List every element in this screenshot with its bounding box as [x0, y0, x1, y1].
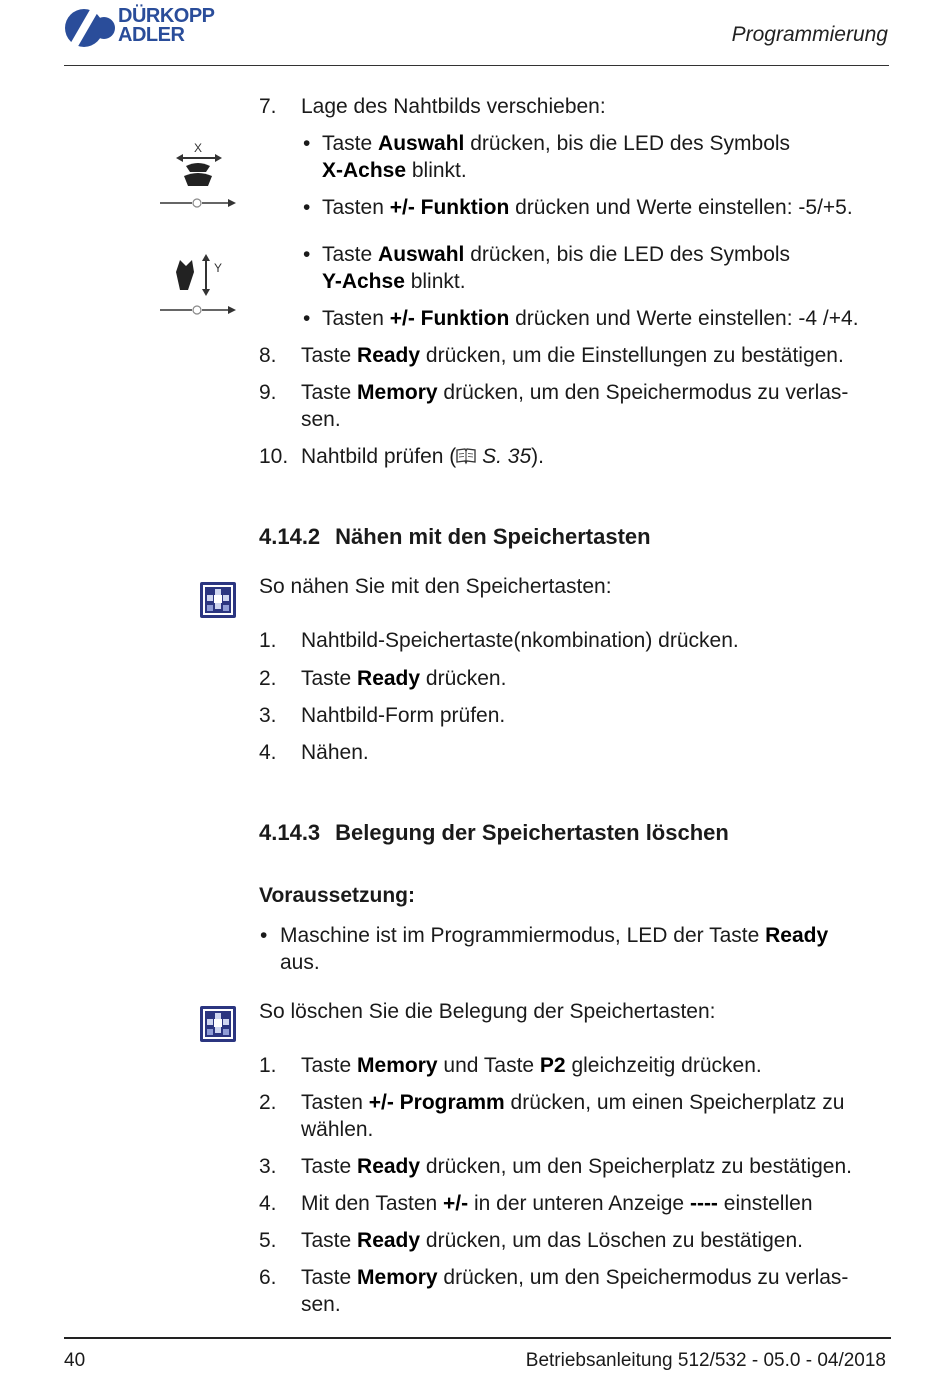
bullet-marker: • [303, 243, 311, 266]
step-number: 3. [259, 1155, 277, 1178]
step-text: Nähen. [301, 741, 369, 764]
y-axis-symbol-icon [158, 250, 240, 322]
step-number: 6. [259, 1266, 277, 1289]
step-number: 3. [259, 704, 277, 727]
step-number: 1. [259, 629, 277, 652]
step-number: 2. [259, 667, 277, 690]
step-text: Taste Ready drücken, um das Löschen zu bestätigen. [301, 1229, 803, 1252]
page-number: 40 [64, 1350, 86, 1371]
bullet-item-y-value: Tasten +/- Funktion drücken und Werte einstellen: -4 /+4. [322, 307, 859, 330]
section-intro: So nähen Sie mit den Speichertasten: [259, 575, 612, 598]
bullet-marker: • [303, 132, 311, 155]
step-text: Tasten +/- Programm drücken, um einen Speicherplatz zu wählen. [301, 1091, 845, 1141]
step-number: 9. [259, 381, 277, 404]
step-number: 7. [259, 95, 277, 118]
bullet-item-x-select: Taste Auswahl drücken, bis die LED des Symbols X-Achse blinkt. [322, 132, 791, 182]
bullet-item-y-select: Taste Auswahl drücken, bis die LED des Symbols Y-Achse blinkt. [322, 243, 791, 293]
document-reference: Betriebsanleitung 512/532 - 05.0 - 04/2018 [525, 1350, 886, 1371]
page-reference-link[interactable]: S. 35 [476, 445, 532, 468]
x-axis-symbol-icon [158, 140, 240, 212]
book-icon [456, 447, 476, 465]
step-text: Taste Memory drücken, um den Speichermodus zu verlas- sen. [301, 1266, 849, 1316]
y-label: Y [214, 261, 223, 275]
bullet-marker: • [260, 924, 268, 947]
step-text: Taste Ready drücken. [301, 667, 507, 690]
step-number: 2. [259, 1091, 277, 1114]
logo-mark-icon [64, 8, 116, 48]
prerequisite-heading: Voraussetzung: [259, 884, 415, 907]
step-text: Taste Ready drücken, um den Speicherplatz zu bestätigen. [301, 1155, 852, 1178]
section-heading-4142: 4.14.2 Nähen mit den Speichertasten [259, 524, 651, 549]
header-divider [64, 65, 889, 66]
section-heading-4143: 4.14.3 Belegung der Speichertasten löschen [259, 820, 729, 845]
step-text: Mit den Tasten +/- in der unteren Anzeige ---- einstellen [301, 1192, 813, 1215]
procedure-icon [200, 582, 236, 618]
step-number: 4. [259, 1192, 277, 1215]
step-number: 5. [259, 1229, 277, 1252]
bullet-item-x-value: Tasten +/- Funktion drücken und Werte einstellen: -5/+5. [322, 196, 853, 219]
step-text: Nahtbild-Form prüfen. [301, 704, 506, 727]
step-number: 4. [259, 741, 277, 764]
prerequisite-item: Maschine ist im Programmiermodus, LED der Taste Ready aus. [280, 924, 829, 974]
section-title: Programmierung [731, 23, 888, 46]
step-number: 10. [259, 445, 289, 468]
step-text: Lage des Nahtbilds verschieben: [301, 95, 606, 118]
step-number: 8. [259, 344, 277, 367]
bullet-marker: • [303, 196, 311, 219]
section-intro: So löschen Sie die Belegung der Speichertasten: [259, 1000, 716, 1023]
footer-divider [64, 1337, 891, 1339]
x-label: X [194, 141, 203, 155]
logo-text: DÜRKOPP ADLER [118, 5, 215, 46]
bullet-marker: • [303, 307, 311, 330]
step-number: 1. [259, 1054, 277, 1077]
step-text: Taste Memory und Taste P2 gleichzeitig drücken. [301, 1054, 762, 1077]
step-text: Taste Memory drücken, um den Speichermodus zu verlas- sen. [301, 381, 849, 431]
procedure-icon [200, 1006, 236, 1042]
step-text: Taste Ready drücken, um die Einstellungen zu bestätigen. [301, 344, 844, 367]
step-text: Nahtbild prüfen ( S. 35). [301, 445, 544, 468]
step-text: Nahtbild-Speichertaste(nkombination) drücken. [301, 629, 739, 652]
